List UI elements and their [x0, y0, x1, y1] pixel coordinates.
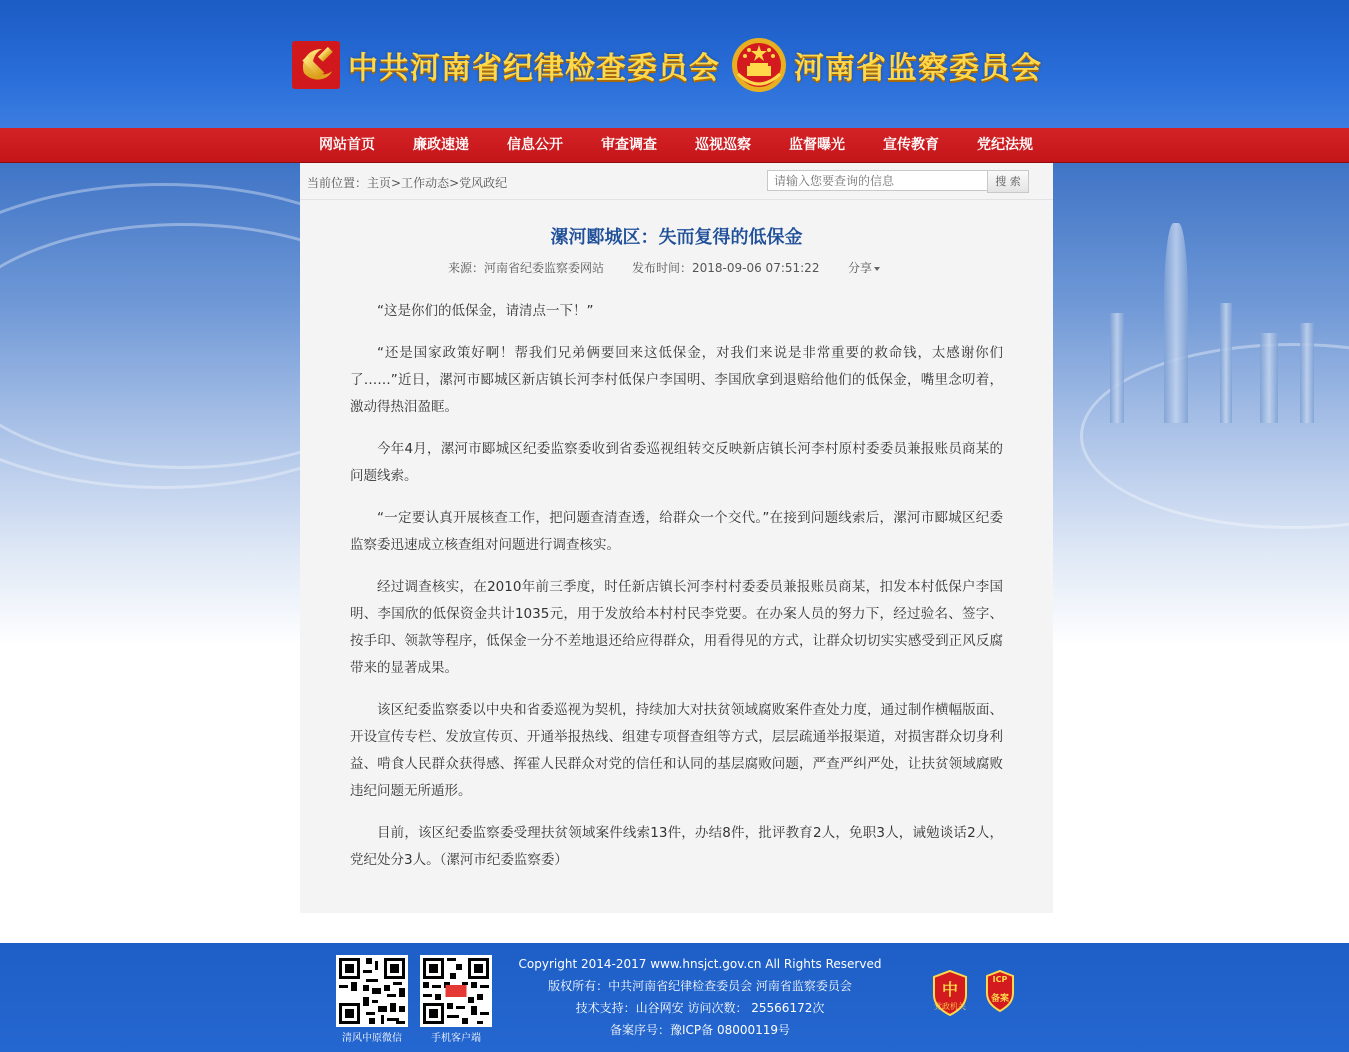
nav-item-regulations[interactable]: 党纪法规: [977, 137, 1033, 153]
site-title-left: 中共河南省纪律检查委员会: [348, 51, 720, 86]
article-title: 漯河郾城区：失而复得的低保金: [550, 227, 803, 248]
breadcrumb-bar: [300, 163, 1053, 200]
article-paragraph: “一定要认真开展核查工作，把问题查清查透，给群众一个交代。”在接到问题线索后，漯河市郾城区纪委监察委迅速成立核查组对问题进行调查核实。: [350, 510, 1003, 553]
government-badge-text: 党政机关: [934, 1002, 966, 1011]
breadcrumb-party-style[interactable]: 党风政纪: [459, 176, 508, 190]
footer-copyright: Copyright 2014-2017 www.hnsjct.gov.cn All Rights Reserved: [518, 957, 882, 971]
site-title-right: 河南省监察委员会: [794, 51, 1042, 86]
breadcrumb-prefix: 当前位置：: [307, 176, 368, 190]
nav-item-investigation[interactable]: 审查调查: [601, 137, 657, 153]
share-button[interactable]: [848, 259, 880, 276]
main-nav: [0, 128, 1349, 163]
nav-item-exposure[interactable]: 监督曝光: [789, 137, 845, 153]
nav-item-disclosure[interactable]: 信息公开: [507, 137, 563, 153]
nav-item-home[interactable]: 网站首页: [319, 137, 375, 153]
article-paragraph: “还是国家政策好啊！帮我们兄弟俩要回来这低保金，对我们来说是非常重要的救命钱，太感谢你们了……”近日，漯河市郾城区新店镇长河李村低保户李国明、李国欣拿到退赔给他们的低保金，嘴里念叨着，激动得热泪盈眶。: [350, 345, 1003, 415]
nav-item-education[interactable]: 宣传教育: [883, 137, 939, 153]
breadcrumb-separator: >: [391, 176, 402, 190]
national-emblem-icon: [730, 36, 788, 94]
app-qr-label: 手机客户端: [431, 1033, 481, 1044]
article-panel: [300, 163, 1053, 913]
footer-icp[interactable]: 备案序号：豫ICP备 08000119号: [609, 1023, 791, 1037]
nav-item-inspection[interactable]: 巡视巡察: [695, 137, 751, 153]
article-paragraph: 该区纪委监察委以中央和省委巡视为契机，持续加大对扶贫领域腐败案件查处力度，通过制作横幅版面、开设宣传专栏、发放宣传页、开通举报热线、组建专项督查组等方式，层层疏通举报渠道，对损害群众切身利益、啃食人民群众获得感、挥霍人民群众对党的信任和认同的基层腐败问题，严查严纠严处，让扶贫领域腐败违纪问题无所遁形。: [350, 702, 1003, 799]
share-label: 分享: [848, 261, 873, 275]
footer-info: [480, 953, 920, 1041]
breadcrumb: [307, 174, 507, 191]
article-publish-time: 发布时间：2018-09-06 07:51:22: [632, 261, 820, 275]
search-button[interactable]: 搜 索: [987, 170, 1029, 193]
nav-item-news[interactable]: 廉政速递: [413, 137, 469, 153]
government-site-badge[interactable]: [930, 969, 970, 1021]
footer-support: 技术支持：山谷网安 访问次数： 25566172次: [575, 1001, 825, 1015]
site-logo[interactable]: [290, 30, 1042, 100]
chevron-down-icon: [874, 267, 880, 271]
breadcrumb-separator: >: [449, 176, 460, 190]
footer-owner: 版权所有：中共河南省纪律检查委员会 河南省监察委员会: [548, 979, 852, 993]
hammer-sickle-icon: [290, 39, 342, 91]
article-body: [350, 298, 1003, 874]
article-paragraph: “这是你们的低保金，请清点一下！”: [377, 303, 594, 319]
wechat-qr-code: [336, 955, 408, 1027]
article-paragraph: 经过调查核实，在2010年前三季度，时任新店镇长河李村村委委员兼报账员商某，扣发本村低保户李国明、李国欣的低保资金共计1035元，用于发放给本村村民李党要。在办案人员的努力下，经过验名、签字、按手印、领款等程序，低保金一分不差地退还给应得群众，用看得见的方式，让群众切切实实感受到正风反腐带来的显著成果。: [350, 579, 1003, 676]
breadcrumb-home[interactable]: 主页: [367, 176, 392, 190]
site-header: [0, 0, 1349, 128]
article-paragraph: 今年4月，漯河市郾城区纪委监察委收到省委巡视组转交反映新店镇长河李村原村委委员兼报账员商某的问题线索。: [350, 441, 1003, 484]
icp-badge-top: ICP: [992, 975, 1008, 984]
icp-badge-text: 备案: [990, 994, 1009, 1004]
breadcrumb-work-news[interactable]: 工作动态: [401, 176, 450, 190]
site-footer: [0, 943, 1349, 1052]
wechat-qr-label: 清风中原微信: [342, 1033, 402, 1044]
article-paragraph: 目前，该区纪委监察委受理扶贫领域案件线索13件，办结8件，批评教育2人，免职3人，诫勉谈话2人，党纪处分3人。（漯河市纪委监察委）: [350, 825, 1003, 868]
svg-text:中: 中: [941, 980, 959, 999]
icp-record-badge[interactable]: [985, 969, 1015, 1017]
search-input[interactable]: [767, 170, 989, 191]
article-source: 来源：河南省纪委监察委网站: [448, 261, 605, 275]
